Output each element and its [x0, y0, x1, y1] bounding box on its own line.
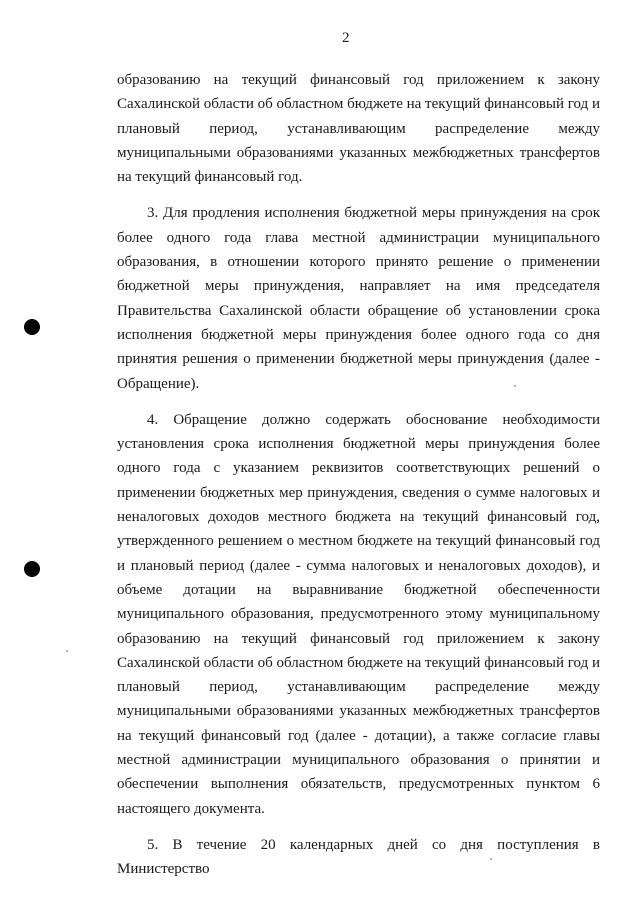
paragraph-continuation: образованию на текущий финансовый год приложением к закону Сахалинской области об областном бюджете на текущий финансовый год и плановый период, устанавливающим распределение между муниципальными образованиями указанных межбюджетных трансфертов на текущий финансовый год.: [117, 72, 601, 186]
paragraph-3: 3. Для продления исполнения бюджетной меры принуждения на срок более одного года глава местной администрации муниципального образования, в отношении которого принято решение о применении бюджетной меры принуждения, направляет на имя председателя Правительства Сахалинской области обращение об установлении срока исполнения бюджетной меры принуждения более одного года со дня принятия решения о применении бюджетной меры принуждения (далее - Обращение).: [117, 205, 600, 392]
page-number: 2: [342, 30, 350, 46]
punch-hole-mark: [24, 319, 40, 335]
document-body: [117, 68, 600, 882]
scan-speck: [66, 650, 68, 652]
punch-hole-mark: [24, 561, 40, 577]
paragraph-5: 5. В течение 20 календарных дней со дня поступления в Министерство: [117, 836, 600, 878]
paragraph-4: 4. Обращение должно содержать обоснование необходимости установления срока исполнения бюджетной меры принуждения более одного года с указанием реквизитов соответствующих решений о применении бюджетных мер принуждения, сведения о сумме налоговых и неналоговых доходов местного бюджета на текущий финансовый год, утвержденного решением о местном бюджете на текущий финансовый год и плановый период (далее - сумма налоговых и неналоговых доходов), и объеме дотации на выравнивание бюджетной обеспеченности муниципального образования, предусмотренного этому муниципальному образованию на текущий финансовый год приложением к закону Сахалинской области об областном бюджете на текущий финансовый год и плановый период, устанавливающим распределение между муниципальными образованиями указанных межбюджетных трансфертов на текущий финансовый год (далее - дотации), а также согласие главы местной администрации муниципального образования о принятии и обеспечении выполнения обязательств, предусмотренных пунктом 6 настоящего документа.: [117, 411, 601, 817]
